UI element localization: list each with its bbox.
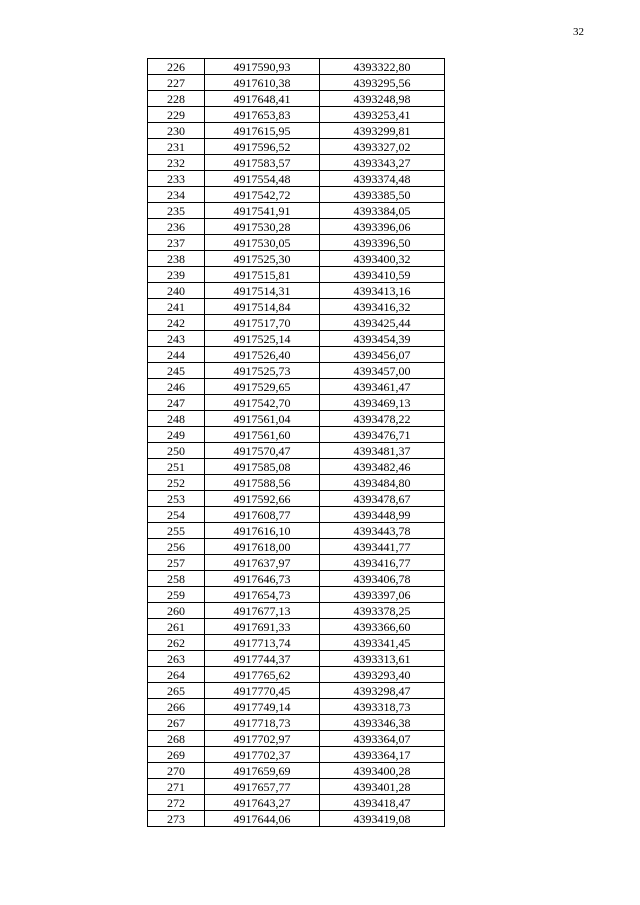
- table-row: [148, 667, 445, 683]
- table-row: [148, 187, 445, 203]
- x-coordinate-cell: 4917646,73: [205, 571, 320, 587]
- table-row: [148, 91, 445, 107]
- point-number-cell: 232: [148, 155, 205, 171]
- y-coordinate-cell: 4393443,78: [320, 523, 445, 539]
- table-row: [148, 315, 445, 331]
- point-number-cell: 259: [148, 587, 205, 603]
- table-row: [148, 811, 445, 827]
- x-coordinate-cell: 4917514,31: [205, 283, 320, 299]
- table-row: [148, 475, 445, 491]
- x-coordinate-cell: 4917561,60: [205, 427, 320, 443]
- x-coordinate-cell: 4917530,28: [205, 219, 320, 235]
- y-coordinate-cell: 4393385,50: [320, 187, 445, 203]
- x-coordinate-cell: 4917530,05: [205, 235, 320, 251]
- y-coordinate-cell: 4393478,67: [320, 491, 445, 507]
- table-row: [148, 683, 445, 699]
- x-coordinate-cell: 4917517,70: [205, 315, 320, 331]
- point-number-cell: 245: [148, 363, 205, 379]
- y-coordinate-cell: 4393248,98: [320, 91, 445, 107]
- y-coordinate-cell: 4393461,47: [320, 379, 445, 395]
- point-number-cell: 251: [148, 459, 205, 475]
- x-coordinate-cell: 4917637,97: [205, 555, 320, 571]
- point-number-cell: 250: [148, 443, 205, 459]
- x-coordinate-cell: 4917718,73: [205, 715, 320, 731]
- x-coordinate-cell: 4917702,97: [205, 731, 320, 747]
- y-coordinate-cell: 4393396,06: [320, 219, 445, 235]
- table-row: [148, 139, 445, 155]
- x-coordinate-cell: 4917526,40: [205, 347, 320, 363]
- y-coordinate-cell: 4393406,78: [320, 571, 445, 587]
- y-coordinate-cell: 4393253,41: [320, 107, 445, 123]
- point-number-cell: 233: [148, 171, 205, 187]
- table-row: [148, 299, 445, 315]
- point-number-cell: 262: [148, 635, 205, 651]
- table-row: [148, 219, 445, 235]
- x-coordinate-cell: 4917618,00: [205, 539, 320, 555]
- x-coordinate-cell: 4917570,47: [205, 443, 320, 459]
- y-coordinate-cell: 4393322,80: [320, 59, 445, 75]
- table-row: [148, 411, 445, 427]
- table-row: [148, 283, 445, 299]
- table-row: [148, 763, 445, 779]
- y-coordinate-cell: 4393410,59: [320, 267, 445, 283]
- point-number-cell: 268: [148, 731, 205, 747]
- point-number-cell: 234: [148, 187, 205, 203]
- x-coordinate-cell: 4917588,56: [205, 475, 320, 491]
- table-row: [148, 75, 445, 91]
- point-number-cell: 264: [148, 667, 205, 683]
- point-number-cell: 249: [148, 427, 205, 443]
- table-row: [148, 635, 445, 651]
- y-coordinate-cell: 4393346,38: [320, 715, 445, 731]
- table-row: [148, 251, 445, 267]
- table-row: [148, 747, 445, 763]
- y-coordinate-cell: 4393295,56: [320, 75, 445, 91]
- point-number-cell: 229: [148, 107, 205, 123]
- page-number: 32: [573, 26, 584, 38]
- table-row: [148, 539, 445, 555]
- x-coordinate-cell: 4917644,06: [205, 811, 320, 827]
- y-coordinate-cell: 4393343,27: [320, 155, 445, 171]
- table-row: [148, 523, 445, 539]
- x-coordinate-cell: 4917525,73: [205, 363, 320, 379]
- point-number-cell: 271: [148, 779, 205, 795]
- point-number-cell: 253: [148, 491, 205, 507]
- x-coordinate-cell: 4917654,73: [205, 587, 320, 603]
- table-row: [148, 107, 445, 123]
- x-coordinate-cell: 4917541,91: [205, 203, 320, 219]
- x-coordinate-cell: 4917525,30: [205, 251, 320, 267]
- x-coordinate-cell: 4917515,81: [205, 267, 320, 283]
- point-number-cell: 240: [148, 283, 205, 299]
- x-coordinate-cell: 4917765,62: [205, 667, 320, 683]
- point-number-cell: 236: [148, 219, 205, 235]
- y-coordinate-cell: 4393482,46: [320, 459, 445, 475]
- x-coordinate-cell: 4917657,77: [205, 779, 320, 795]
- table-row: [148, 123, 445, 139]
- point-number-cell: 255: [148, 523, 205, 539]
- table-row: [148, 155, 445, 171]
- table-row: [148, 715, 445, 731]
- point-number-cell: 252: [148, 475, 205, 491]
- y-coordinate-cell: 4393456,07: [320, 347, 445, 363]
- point-number-cell: 270: [148, 763, 205, 779]
- y-coordinate-cell: 4393478,22: [320, 411, 445, 427]
- table-row: [148, 459, 445, 475]
- y-coordinate-cell: 4393378,25: [320, 603, 445, 619]
- coordinates-table-body: [148, 59, 445, 827]
- table-row: [148, 587, 445, 603]
- table-row: [148, 619, 445, 635]
- y-coordinate-cell: 4393293,40: [320, 667, 445, 683]
- x-coordinate-cell: 4917583,57: [205, 155, 320, 171]
- point-number-cell: 244: [148, 347, 205, 363]
- point-number-cell: 230: [148, 123, 205, 139]
- y-coordinate-cell: 4393298,47: [320, 683, 445, 699]
- x-coordinate-cell: 4917691,33: [205, 619, 320, 635]
- x-coordinate-cell: 4917542,72: [205, 187, 320, 203]
- x-coordinate-cell: 4917702,37: [205, 747, 320, 763]
- point-number-cell: 237: [148, 235, 205, 251]
- table-row: [148, 59, 445, 75]
- y-coordinate-cell: 4393441,77: [320, 539, 445, 555]
- point-number-cell: 261: [148, 619, 205, 635]
- table-row: [148, 491, 445, 507]
- point-number-cell: 258: [148, 571, 205, 587]
- y-coordinate-cell: 4393481,37: [320, 443, 445, 459]
- point-number-cell: 265: [148, 683, 205, 699]
- y-coordinate-cell: 4393299,81: [320, 123, 445, 139]
- point-number-cell: 269: [148, 747, 205, 763]
- y-coordinate-cell: 4393364,07: [320, 731, 445, 747]
- x-coordinate-cell: 4917770,45: [205, 683, 320, 699]
- x-coordinate-cell: 4917648,41: [205, 91, 320, 107]
- x-coordinate-cell: 4917525,14: [205, 331, 320, 347]
- point-number-cell: 248: [148, 411, 205, 427]
- y-coordinate-cell: 4393419,08: [320, 811, 445, 827]
- point-number-cell: 247: [148, 395, 205, 411]
- y-coordinate-cell: 4393476,71: [320, 427, 445, 443]
- point-number-cell: 254: [148, 507, 205, 523]
- x-coordinate-cell: 4917616,10: [205, 523, 320, 539]
- y-coordinate-cell: 4393457,00: [320, 363, 445, 379]
- y-coordinate-cell: 4393364,17: [320, 747, 445, 763]
- y-coordinate-cell: 4393400,32: [320, 251, 445, 267]
- x-coordinate-cell: 4917561,04: [205, 411, 320, 427]
- point-number-cell: 235: [148, 203, 205, 219]
- y-coordinate-cell: 4393400,28: [320, 763, 445, 779]
- point-number-cell: 231: [148, 139, 205, 155]
- point-number-cell: 227: [148, 75, 205, 91]
- y-coordinate-cell: 4393318,73: [320, 699, 445, 715]
- point-number-cell: 263: [148, 651, 205, 667]
- point-number-cell: 239: [148, 267, 205, 283]
- table-row: [148, 507, 445, 523]
- x-coordinate-cell: 4917749,14: [205, 699, 320, 715]
- x-coordinate-cell: 4917514,84: [205, 299, 320, 315]
- y-coordinate-cell: 4393401,28: [320, 779, 445, 795]
- x-coordinate-cell: 4917608,77: [205, 507, 320, 523]
- y-coordinate-cell: 4393413,16: [320, 283, 445, 299]
- y-coordinate-cell: 4393327,02: [320, 139, 445, 155]
- table-row: [148, 379, 445, 395]
- y-coordinate-cell: 4393416,77: [320, 555, 445, 571]
- y-coordinate-cell: 4393418,47: [320, 795, 445, 811]
- point-number-cell: 242: [148, 315, 205, 331]
- table-row: [148, 267, 445, 283]
- y-coordinate-cell: 4393448,99: [320, 507, 445, 523]
- point-number-cell: 272: [148, 795, 205, 811]
- table-row: [148, 347, 445, 363]
- table-row: [148, 603, 445, 619]
- point-number-cell: 273: [148, 811, 205, 827]
- point-number-cell: 228: [148, 91, 205, 107]
- y-coordinate-cell: 4393384,05: [320, 203, 445, 219]
- table-row: [148, 651, 445, 667]
- point-number-cell: 256: [148, 539, 205, 555]
- table-row: [148, 443, 445, 459]
- x-coordinate-cell: 4917744,37: [205, 651, 320, 667]
- table-row: [148, 731, 445, 747]
- x-coordinate-cell: 4917615,95: [205, 123, 320, 139]
- y-coordinate-cell: 4393416,32: [320, 299, 445, 315]
- x-coordinate-cell: 4917643,27: [205, 795, 320, 811]
- x-coordinate-cell: 4917592,66: [205, 491, 320, 507]
- y-coordinate-cell: 4393425,44: [320, 315, 445, 331]
- table-row: [148, 171, 445, 187]
- table-row: [148, 235, 445, 251]
- table-row: [148, 555, 445, 571]
- point-number-cell: 226: [148, 59, 205, 75]
- table-row: [148, 795, 445, 811]
- y-coordinate-cell: 4393484,80: [320, 475, 445, 491]
- table-row: [148, 571, 445, 587]
- x-coordinate-cell: 4917653,83: [205, 107, 320, 123]
- y-coordinate-cell: 4393313,61: [320, 651, 445, 667]
- x-coordinate-cell: 4917713,74: [205, 635, 320, 651]
- point-number-cell: 260: [148, 603, 205, 619]
- point-number-cell: 241: [148, 299, 205, 315]
- x-coordinate-cell: 4917610,38: [205, 75, 320, 91]
- table-row: [148, 699, 445, 715]
- table-row: [148, 395, 445, 411]
- x-coordinate-cell: 4917529,65: [205, 379, 320, 395]
- point-number-cell: 243: [148, 331, 205, 347]
- coordinates-table: [147, 58, 445, 827]
- point-number-cell: 257: [148, 555, 205, 571]
- y-coordinate-cell: 4393366,60: [320, 619, 445, 635]
- x-coordinate-cell: 4917677,13: [205, 603, 320, 619]
- y-coordinate-cell: 4393454,39: [320, 331, 445, 347]
- y-coordinate-cell: 4393396,50: [320, 235, 445, 251]
- x-coordinate-cell: 4917585,08: [205, 459, 320, 475]
- y-coordinate-cell: 4393469,13: [320, 395, 445, 411]
- point-number-cell: 267: [148, 715, 205, 731]
- table-row: [148, 363, 445, 379]
- point-number-cell: 266: [148, 699, 205, 715]
- y-coordinate-cell: 4393341,45: [320, 635, 445, 651]
- table-row: [148, 779, 445, 795]
- table-row: [148, 331, 445, 347]
- table-row: [148, 427, 445, 443]
- x-coordinate-cell: 4917554,48: [205, 171, 320, 187]
- x-coordinate-cell: 4917590,93: [205, 59, 320, 75]
- point-number-cell: 238: [148, 251, 205, 267]
- y-coordinate-cell: 4393374,48: [320, 171, 445, 187]
- y-coordinate-cell: 4393397,06: [320, 587, 445, 603]
- table-row: [148, 203, 445, 219]
- x-coordinate-cell: 4917596,52: [205, 139, 320, 155]
- x-coordinate-cell: 4917659,69: [205, 763, 320, 779]
- point-number-cell: 246: [148, 379, 205, 395]
- x-coordinate-cell: 4917542,70: [205, 395, 320, 411]
